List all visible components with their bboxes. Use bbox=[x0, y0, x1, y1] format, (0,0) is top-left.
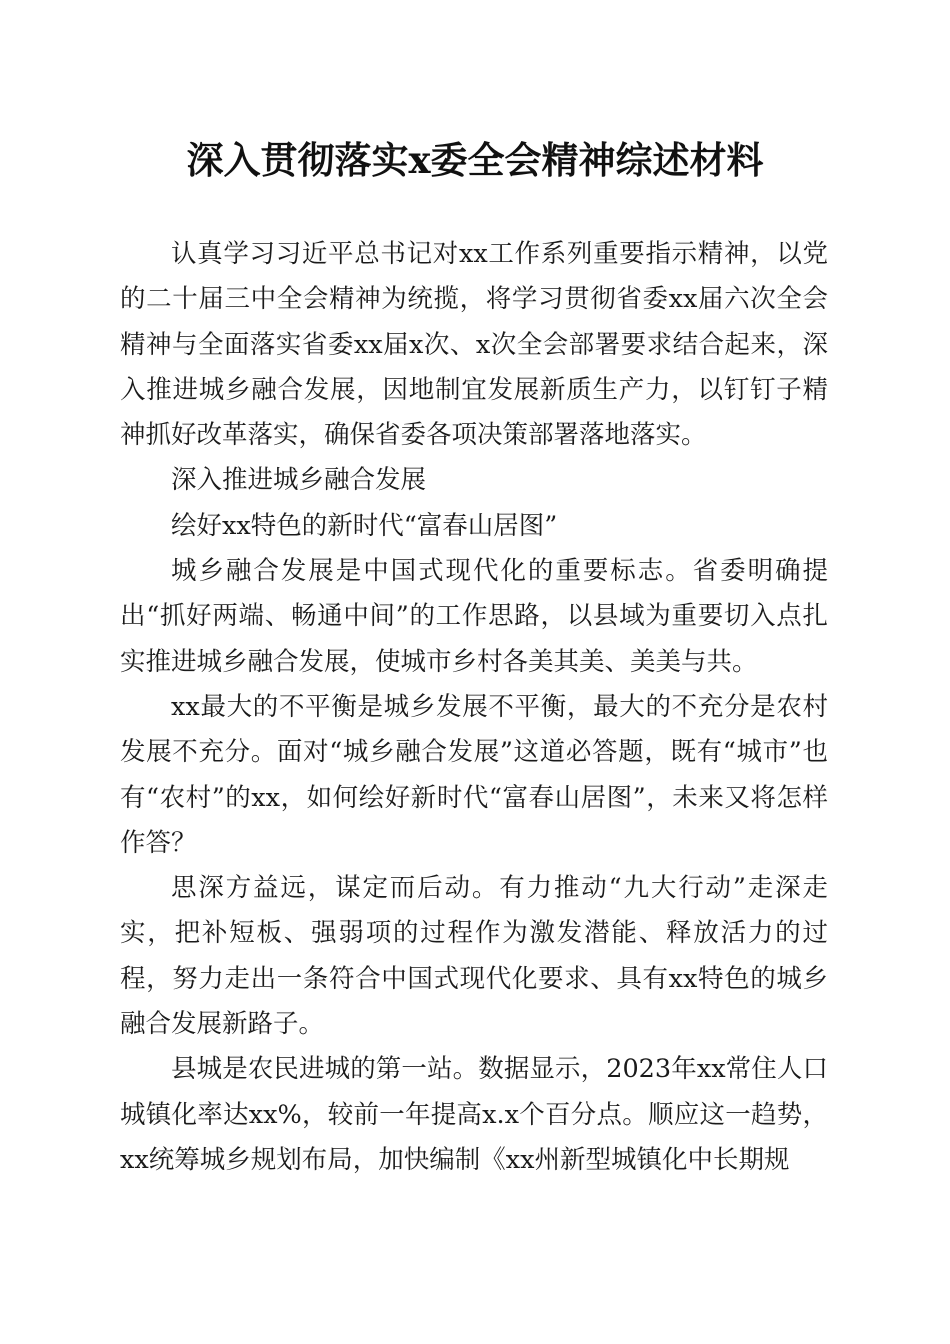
paragraph: 思深方益远，谋定而后动。有力推动“九大行动”走深走实，把补短板、强弱项的过程作为激发潜能、释放活力的过程，努力走出一条符合中国式现代化要求、具有xx特色的城乡融合发展新路子。 bbox=[120, 873, 828, 1040]
section-subheading: 绘好xx特色的新时代“富春山居图” bbox=[171, 510, 558, 541]
paragraph: xx最大的不平衡是城乡发展不平衡，最大的不充分是农村发展不充分。面对“城乡融合发展”这道必答题，既有“城市”也有“农村”的xx，如何绘好新时代“富春山居图”，未来又将怎样作答？ bbox=[120, 691, 828, 858]
section-heading: 深入推进城乡融合发展 bbox=[171, 465, 427, 496]
paragraph: 城乡融合发展是中国式现代化的重要标志。省委明确提出“抓好两端、畅通中间”的工作思路，以县域为重要切入点扎实推进城乡融合发展，使城市乡村各美其美、美美与共。 bbox=[120, 556, 828, 677]
document-body bbox=[120, 232, 828, 1183]
paragraph: 县城是农民进城的第一站。数据显示，2023年xx常住人口城镇化率达xx%，较前一年提高x.x个百分点。顺应这一趋势，xx统筹城乡规划布局，加快编制《xx州新型城镇化中长期规 bbox=[120, 1054, 828, 1175]
paragraph-intro: 认真学习习近平总书记对xx工作系列重要指示精神，以党的二十届三中全会精神为统揽，将学习贯彻省委xx届六次全会精神与全面落实省委xx届x次、x次全会部署要求结合起来，深入推进城乡融合发展，因地制宜发展新质生产力，以钉钉子精神抓好改革落实，确保省委各项决策部署落地落实。 bbox=[120, 239, 828, 451]
document-title: 深入贯彻落实x委全会精神综述材料 bbox=[186, 138, 764, 182]
